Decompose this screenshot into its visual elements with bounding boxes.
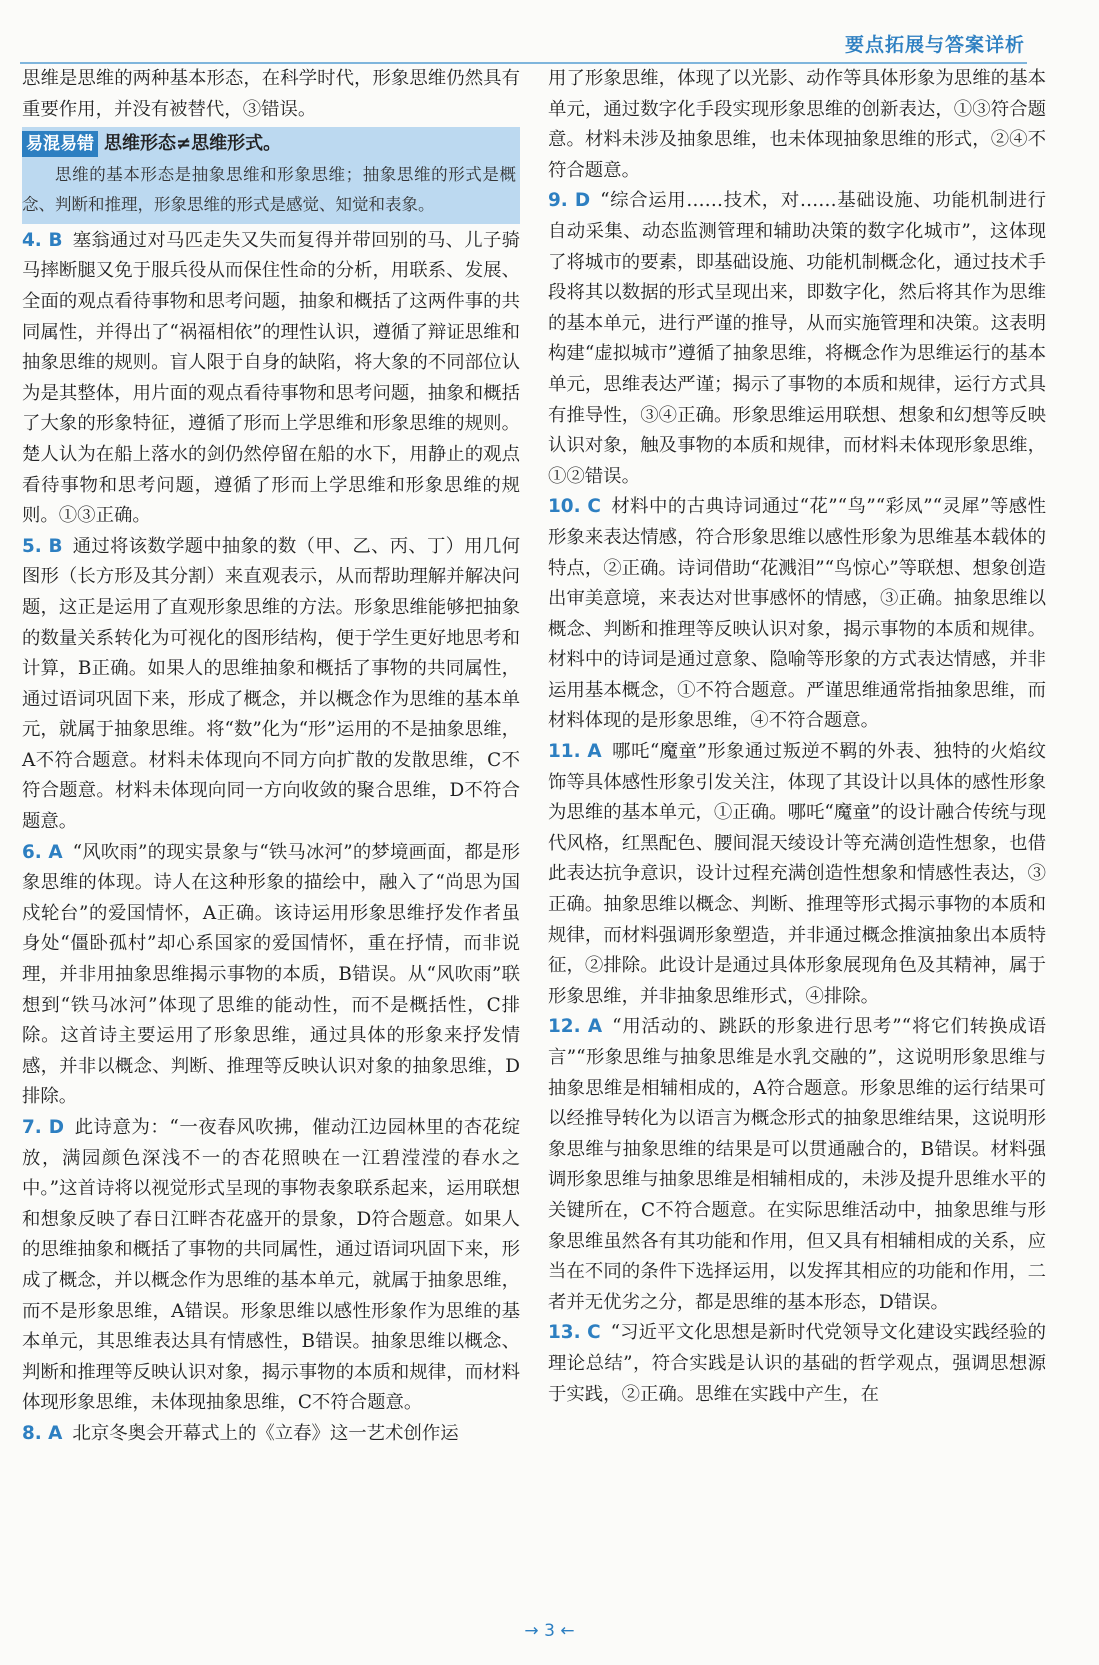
answer-number: 7. D bbox=[22, 1117, 65, 1138]
answer-number: 11. A bbox=[548, 741, 602, 763]
answer-item bbox=[548, 492, 1046, 737]
answer-number: 12. A bbox=[548, 1016, 603, 1038]
answer-continuation bbox=[548, 64, 1046, 186]
answer-number: 8. A bbox=[22, 1422, 63, 1444]
answer-item bbox=[548, 1012, 1046, 1318]
answer-item bbox=[22, 1419, 520, 1450]
tip-body: 思维的基本形态是抽象思维和形象思维；抽象思维的形式是概念、判断和推理，形象思维的形式是感觉、知觉和表象。 bbox=[22, 164, 516, 214]
tip-title: 思维形态≠思维形式。 bbox=[104, 133, 282, 155]
page-number-value: 3 bbox=[544, 1621, 555, 1641]
answer-number: 13. C bbox=[548, 1322, 601, 1344]
answer-number: 10. C bbox=[548, 496, 601, 518]
answer-text: “综合运用……技术，对……基础设施、功能机制进行自动采集、动态监测管理和辅助决策的数字化城市”，这体现了将城市的要素，即基础设施、功能机制概念化，通过技术手段将其以数据的形式呈现出来，即数字化，然后将其作为思维的基本单元，进行严谨的推导，从而实施管理和决策。这表明构建“虚拟城市”遵循了抽象思维，将概念作为思维运行的基本单元，思维表达严谨；揭示了事物的本质和规律，运行方式具有推导性，③④正确。形象思维运用联想、想象和幻想等反映认识对象，触及事物的本质和规律，而材料未体现形象思维，①②错误。 bbox=[548, 190, 1047, 487]
page-header-title: 要点拓展与答案详析 bbox=[844, 34, 1025, 56]
page-number: → 3 ← bbox=[524, 1621, 575, 1641]
answer-text: 塞翁通过对马匹走失又失而复得并带回别的马、儿子骑马摔断腿又免于服兵役从而保住性命的分析，用联系、发展、全面的观点看待事物和思考问题，抽象和概括了这两件事的共同属性，并得出了“祸福相依”的理性认识，遵循了辩证思维和抽象思维的规则。盲人限于自身的缺陷，将大象的不同部位认为是其整体，用片面的观点看待事物和思考问题，抽象和概括了大象的形象特征，遵循了形而上学思维和形象思维的规则。楚人认为在船上落水的剑仍然停留在船的水下，用静止的观点看待事物和思考问题，遵循了形而上学思维和形象思维的规则。①③正确。 bbox=[22, 229, 520, 527]
answer-item bbox=[548, 737, 1046, 1012]
answer-number: 5. B bbox=[22, 535, 63, 557]
answer-text: 通过将该数学题中抽象的数（甲、乙、丙、丁）用几何图形（长方形及其分割）来直观表示，从而帮助理解并解决问题，这正是运用了直观形象思维的方法。形象思维能够把抽象的数量关系转化为可视化的图形结构，便于学生更好地思考和计算，B正确。如果人的思维抽象和概括了事物的共同属性，通过语词巩固下来，形成了概念，并以概念作为思维的基本单元，就属于抽象思维。将“数”化为“形”运用的不是抽象思维，A不符合题意。材料未体现向不同方向扩散的发散思维，C不符合题意。材料未体现向同一方向收敛的聚合思维，D不符合题意。 bbox=[22, 535, 520, 833]
answer-item bbox=[22, 1113, 520, 1419]
answer-number: 9. D bbox=[548, 190, 591, 212]
answer-text: “习近平文化思想是新时代党领导文化建设实践经验的理论总结”，符合实践是认识的基础的哲学观点，强调思想源于实践，②正确。思维在实践中产生，在 bbox=[548, 1322, 1046, 1405]
answer-text: 用了形象思维，体现了以光影、动作等具体形象为思维的基本单元，通过数字化手段实现形象思维的创新表达，①③符合题意。材料未涉及抽象思维，也未体现抽象思维的形式，②④不符合题意。 bbox=[548, 68, 1046, 181]
answer-text: 此诗意为：“一夜春风吹拂，催动江边园林里的杏花绽放，满园颜色深浅不一的杏花照映在一江碧滢滢的春水之中。”这首诗将以视觉形式呈现的事物表象联系起来，运用联想和想象反映了春日江畔杏花盛开的景象，D符合题意。如果人的思维抽象和概括了事物的共同属性，通过语词巩固下来，形成了概念，并以概念作为思维的基本单元，就属于抽象思维，而不是形象思维，A错误。形象思维以感性形象作为思维的基本单元，其思维表达具有情感性，B错误。抽象思维以概念、判断和推理等反映认识对象，揭示事物的本质和规律，而材料体现形象思维，未体现抽象思维，C不符合题意。 bbox=[22, 1117, 521, 1414]
right-column bbox=[548, 64, 1046, 1410]
tip-box bbox=[22, 127, 520, 224]
left-column bbox=[22, 64, 520, 1450]
answer-item bbox=[22, 532, 520, 838]
answer-number: 4. B bbox=[22, 229, 63, 251]
answer-number: 6. A bbox=[22, 841, 63, 863]
answer-text: “风吹雨”的现实景象与“铁马冰河”的梦境画面，都是形象思维的体现。诗人在这种形象的描绘中，融入了“尚思为国戍轮台”的爱国情怀，A正确。该诗运用形象思维抒发作者虽身处“僵卧孤村”却心系国家的爱国情怀，重在抒情，而非说理，并非用抽象思维揭示事物的本质，B错误。从“风吹雨”联想到“铁马冰河”体现了思维的能动性，而不是概括性，C排除。这首诗主要运用了形象思维，通过具体的形象来抒发情感，并非以概念、判断、推理等反映认识对象的抽象思维，D排除。 bbox=[22, 841, 520, 1108]
answer-item bbox=[548, 186, 1046, 492]
answer-text: “用活动的、跳跃的形象进行思考”“将它们转换成语言”“形象思维与抽象思维是水乳交融的”，这说明形象思维与抽象思维是相辅相成的，A符合题意。形象思维的运行结果可以经推导转化为以语言为概念形式的抽象思维结果，这说明形象思维与抽象思维的结果是可以贯通融合的，B错误。材料强调形象思维与抽象思维是相辅相成的，未涉及提升思维水平的关键所在，C不符合题意。在实际思维活动中，抽象思维与形象思维虽然各有其功能和作用，但又具有相辅相成的关系，应当在不同的条件下选择运用，以发挥其相应的功能和作用，二者并无优劣之分，都是思维的基本形态，D错误。 bbox=[548, 1016, 1046, 1313]
intro-paragraph: 思维是思维的两种基本形态，在科学时代，形象思维仍然具有重要作用，并没有被替代，③错误。 bbox=[22, 68, 520, 120]
answer-text: 哪吒“魔童”形象通过叛逆不羁的外表、独特的火焰纹饰等具体感性形象引发关注，体现了其设计以具体的感性形象为思维的基本单元，①正确。哪吒“魔童”的设计融合传统与现代风格，红黑配色、腰间混天绫设计等充满创造性想象，也借此表达抗争意识，设计过程充满创造性想象和情感性表达，③正确。抽象思维以概念、判断、推理等形式揭示事物的本质和规律，而材料强调形象塑造，并非通过概念推演抽象出本质特征，②排除。此设计是通过具体形象展现角色及其精神，属于形象思维，并非抽象思维形式，④排除。 bbox=[548, 741, 1046, 1007]
answer-item bbox=[22, 226, 520, 532]
tip-tag: 易混易错 bbox=[22, 131, 98, 157]
answer-item bbox=[548, 1318, 1046, 1410]
answer-item bbox=[22, 838, 520, 1113]
answer-text: 北京冬奥会开幕式上的《立春》这一艺术创作运 bbox=[72, 1422, 459, 1444]
answer-text: 材料中的古典诗词通过“花”“鸟”“彩凤”“灵犀”等感性形象来表达情感，符合形象思维以感性形象为思维基本载体的特点，②正确。诗词借助“花溅泪”“鸟惊心”等联想、想象创造出审美意境，来表达对世事感怀的情感，③正确。抽象思维以概念、判断和推理等反映认识对象，揭示事物的本质和规律。材料中的诗词是通过意象、隐喻等形象的方式表达情感，并非运用基本概念，①不符合题意。严谨思维通常指抽象思维，而材料体现的是形象思维，④不符合题意。 bbox=[548, 496, 1046, 732]
